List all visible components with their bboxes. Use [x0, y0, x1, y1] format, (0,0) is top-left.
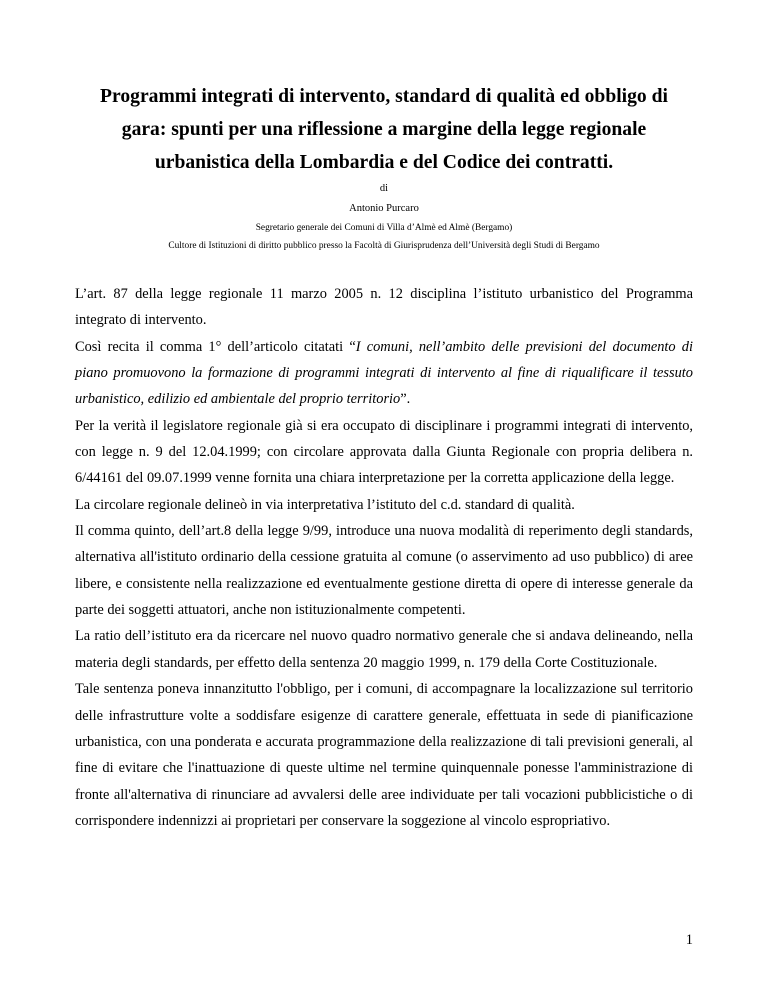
title-line-2: gara: spunti per una riflessione a margine della legge regionale — [121, 119, 647, 140]
author-affiliation-2: Cultore di Istituzioni di diritto pubblico presso la Facoltà di Giurisprudenza dell’Università degli Studi di Bergamo — [168, 241, 600, 251]
paragraph-4: La circolare regionale delineò in via interpretativa l’istituto del c.d. standard di qualità. — [75, 496, 575, 513]
page-number: 1 — [685, 932, 693, 948]
paragraph-3: Per la verità il legislatore regionale già si era occupato di disciplinare i programmi integrati di intervento, con legge n. 9 del 12.04.1999; con circolare approvata dalla Giunta Regionale con propria delibera n. 6/44161 del 09.07.1999 venne fornita una chiara interpretazione per la corretta applicazione della legge. — [75, 417, 693, 487]
author-name: Antonio Purcaro — [349, 203, 419, 214]
document-title — [60, 80, 708, 179]
paragraph-2 — [75, 334, 693, 413]
paragraph-7: Tale sentenza poneva innanzitutto l'obbligo, per i comuni, di accompagnare la localizzazione sul territorio delle infrastrutture volte a soddisfare esigenze di carattere generale, effettuata in sede di pianificazione urbanistica, con una ponderata e accurata programmazione della realizzazione di tali previsioni generali, al fine di evitare che l'inattuazione di queste ultime nel termine quinquennale ponesse l'amministrazione di fronte all'alternativa di rinunciare ad avvalersi delle aree individuate per tali vocazioni pubblicistiche o di corrispondere indennizzi ai proprietari per conservare la soggezione al vincolo espropriativo. — [75, 681, 693, 829]
title-line-3: urbanistica della Lombardia e del Codice dei contratti. — [154, 152, 614, 173]
title-line-1: Programmi integrati di intervento, standard di qualità ed obbligo di — [100, 86, 668, 107]
paragraph-6: La ratio dell’istituto era da ricercare nel nuovo quadro normativo generale che si andava delineando, nella materia degli standards, per effetto della sentenza 20 maggio 1999, n. 179 della Corte Costituzionale. — [75, 628, 693, 671]
paragraph-2-intro: Così recita il comma 1° dell’articolo citatati “ — [75, 338, 356, 355]
author-affiliation-1: Segretario generale dei Comuni di Villa d’Almè ed Almè (Bergamo) — [255, 223, 513, 233]
document-body — [75, 281, 693, 834]
paragraph-2-end: ”. — [400, 391, 411, 408]
byline-di: di — [379, 183, 389, 194]
paragraph-1: L’art. 87 della legge regionale 11 marzo 2005 n. 12 disciplina l’istituto urbanistico del Programma integrato di intervento. — [75, 286, 693, 329]
paragraph-2-quote: I comuni, nell’ambito delle previsioni del documento di piano promuovono la formazione di programmi integrati di intervento al fine di riqualificare il tessuto urbanistico, edilizio ed ambientale del proprio territorio — [75, 338, 693, 408]
paragraph-5: Il comma quinto, dell’art.8 della legge 9/99, introduce una nuova modalità di reperimento degli standards, alternativa all'istituto ordinario della cessione gratuita al comune (o asservimento ad uso pubblico) di aree libere, e consistente nella realizzazione ed eventualmente gestione diretta di opere di interesse generale da parte dei soggetti attuatori, anche non istituzionalmente competenti. — [75, 523, 693, 619]
